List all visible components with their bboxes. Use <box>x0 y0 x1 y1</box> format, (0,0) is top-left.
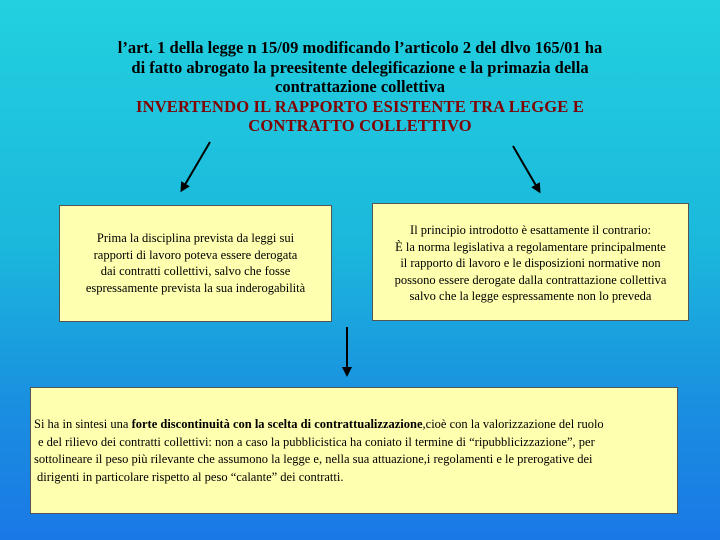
right-box-line-5: salvo che la legge espressamente non lo preveda <box>409 289 652 303</box>
title-line-5: CONTRATTO COLLETTIVO <box>248 116 472 135</box>
title-line-1: l’art. 1 della legge n 15/09 modificando l’articolo 2 del dlvo 165/01 ha <box>117 38 603 57</box>
left-box-line-3: dai contratti collettivi, salvo che fosse <box>100 264 291 278</box>
right-box-line-2: È la norma legislativa a regolamentare principalmente <box>395 239 666 254</box>
left-box-line-4: espressamente prevista la sua inderogabilità <box>85 280 306 295</box>
right-box-line-1: Il principio introdotto è esattamente il contrario: <box>410 223 651 237</box>
bottom-line-1-pre: Si ha in sintesi una <box>34 417 132 431</box>
slide-title <box>10 38 710 136</box>
title-line-2: di fatto abrogato la preesitente delegificazione e la primazia della <box>131 57 589 77</box>
right-text-box <box>372 203 689 321</box>
arrow-right <box>513 146 538 189</box>
title-line-3: contrattazione collettiva <box>275 77 445 96</box>
bottom-line-1-bold: forte discontinuità con la scelta di contrattualizzazione <box>131 417 423 431</box>
bottom-box-line-3: sottolineare il peso più rilevante che assumono la legge e, nella sua attuazione,i regolamenti e le prerogative dei <box>34 452 593 466</box>
bottom-line-1-post: ,cioè con la valorizzazione del ruolo <box>422 417 604 431</box>
right-box-line-4: possono essere derogate dalla contrattazione collettiva <box>394 272 667 287</box>
left-text-box <box>59 205 332 322</box>
bottom-text-box <box>30 387 678 514</box>
left-box-line-2: rapporti di lavoro poteva essere derogata <box>93 247 298 262</box>
bottom-box-line-4: dirigenti in particolare rispetto al peso “calante” dei contratti. <box>37 469 344 484</box>
title-line-4: INVERTENDO IL RAPPORTO ESISTENTE TRA LEGGE E <box>135 96 585 116</box>
bottom-box-line-1 <box>34 416 677 434</box>
right-box-line-3: il rapporto di lavoro e le disposizioni normative non <box>400 256 661 270</box>
left-box-line-1: Prima la disciplina prevista da leggi sui <box>96 231 295 245</box>
bottom-box-line-2: e del rilievo dei contratti collettivi: non a caso la pubblicistica ha coniato il termine di “ripubblicizzazione”, per <box>38 434 595 449</box>
arrow-left <box>183 142 210 188</box>
